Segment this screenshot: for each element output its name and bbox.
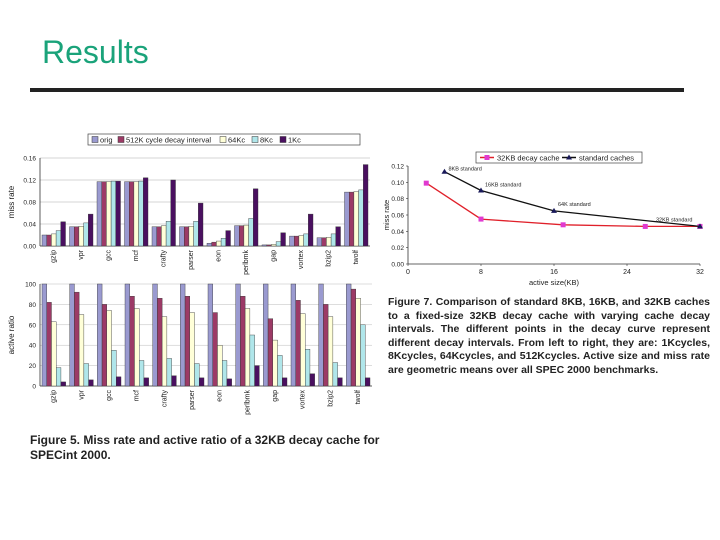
tick-label: 100 [25,281,36,289]
bar [111,181,116,246]
bar [336,227,341,246]
bar [102,304,107,386]
bar [190,313,195,386]
bar [273,340,278,386]
tick-label: parser [189,390,197,410]
bar [84,223,89,246]
tick-label: gcc [105,250,113,261]
bar [157,298,162,386]
bar [222,361,227,387]
bar [129,182,134,246]
bar [338,378,343,386]
bar [199,378,204,386]
bar [361,325,366,386]
figure-7-caption: Figure 7. Comparison of standard 8KB, 16KB, and 32KB caches to a fixed-size 32KB decay cache with varying cache decay intervals. The different points in the decay curve represent different decay intervals. From left to right, they are: 1Kcycles, 8Kcycles, 64Kcycles, and 512Kcycles. Active size and miss rate are geometric means over all SPEC 2000 benchmarks. [388,296,710,376]
bar [249,219,254,247]
legend-swatch [92,137,98,143]
bar [116,377,121,386]
figure-5-caption: Figure 5. Miss rate and active ratio of a 32KB decay cache for SPECint 2000. [30,433,380,462]
tick-label: 24 [623,269,631,276]
tick-label: 80 [28,301,36,309]
bar [317,238,322,246]
bar [278,355,283,386]
bar [139,181,144,246]
tick-label: perlbmk [244,390,252,415]
tick-label: bzip2 [327,390,335,407]
bar [162,317,167,386]
tick-label: 0.02 [391,245,404,253]
legend-swatch [280,137,286,143]
bar [235,226,240,246]
bar [194,221,199,246]
tick-label: gap [270,250,278,262]
bar [88,214,93,246]
bar [351,289,356,386]
bar [245,308,250,386]
data-point [442,169,448,174]
tick-label: 0.12 [391,163,404,171]
bar [102,182,107,246]
legend-label: 512K cycle decay interval [126,135,212,145]
bar [61,222,66,246]
tick-label: 40 [28,342,36,350]
bar [345,192,350,246]
bar [308,214,313,246]
bar [349,192,354,246]
bar [296,300,301,386]
bar [268,319,273,386]
active-ratio-chart [7,282,372,415]
bar [195,364,200,386]
tick-label: 16 [550,269,558,276]
bar [125,182,130,246]
tick-label: bzip2 [325,250,333,267]
tick-label: 0.00 [23,243,36,251]
legend-swatch [252,137,258,143]
bar [184,227,189,246]
tick-label: 0.04 [391,228,404,236]
bar [208,284,213,386]
tick-label: 0.06 [391,212,404,220]
tick-label: gap [272,390,280,402]
bar [236,284,241,386]
bar [253,189,258,246]
decay-vs-standard-chart [382,152,704,287]
tick-label: eon [216,390,224,402]
bar [323,304,328,386]
bar [42,235,47,246]
bar [363,165,368,246]
bar [107,311,112,386]
tick-label: 0 [406,269,410,276]
bar [263,284,268,386]
bar [134,182,139,246]
annotation: 8KB standard [448,166,482,173]
legend-label: 64Kc [228,135,246,145]
bar [79,315,84,386]
bar [180,284,185,386]
tick-label: 0.10 [391,179,404,187]
tick-label: 20 [28,363,36,371]
bar [226,231,231,246]
annotation: 32KB standard [656,217,693,224]
legend-label: 32KB decay cache [497,153,560,163]
tick-label: gcc [106,390,114,401]
bar [189,226,194,246]
bar [244,225,249,246]
bar [328,317,333,386]
tick-label: 0 [32,383,36,391]
bar [139,361,144,387]
legend-label: orig [100,135,113,145]
bar [240,296,245,386]
bar [61,382,66,386]
bar [354,192,359,246]
bar [130,296,135,386]
tick-label: vpr [78,250,86,260]
bar [97,284,102,386]
bar [51,322,56,386]
bar [167,358,172,386]
bar [304,234,309,246]
tick-label: crafty [161,390,169,408]
bar [281,233,286,246]
bar [144,378,149,386]
bar [153,284,158,386]
tick-label: gzip [50,250,58,263]
bar [157,227,162,246]
bar [171,180,176,246]
tick-label: twolf [355,390,363,405]
bar [152,227,157,246]
bar [282,378,287,386]
slide-title: Results [42,34,149,70]
bar [51,234,56,246]
miss-rate-chart [7,134,370,275]
tick-label: twolf [353,250,361,265]
bar [267,245,272,246]
data-point [479,217,484,222]
tick-label: 0.00 [391,261,404,269]
bar [89,380,94,386]
bar [239,226,244,246]
bar [79,226,84,246]
axis-label: miss rate [382,199,391,231]
tick-label: mcf [133,390,141,402]
tick-label: 0.16 [23,155,36,163]
bar [56,231,61,246]
bar [262,245,267,246]
legend-swatch [220,137,226,143]
bar [294,236,299,246]
legend-label: standard caches [579,153,635,163]
bar [255,366,260,386]
tick-label: gzip [50,390,58,403]
bar [213,313,218,386]
tick-label: 8 [479,269,483,276]
legend-label: 8Kc [260,135,273,145]
axis-label: active size(KB) [528,278,580,287]
bar [47,302,52,386]
bar [359,190,364,246]
bar [310,374,315,386]
bar [290,236,295,246]
bar [356,298,361,386]
tick-label: 0.08 [23,199,36,207]
bar [47,235,52,246]
bar [185,296,190,386]
bar [300,314,305,386]
bar [217,345,222,386]
bar [333,363,338,386]
bar [346,284,351,386]
bar [250,335,255,386]
bar [172,376,177,386]
bar [74,292,79,386]
tick-label: crafty [160,250,168,268]
bar [56,368,61,386]
tick-label: 0.08 [391,196,404,204]
tick-label: 0.04 [23,221,36,229]
bar [291,284,296,386]
annotation: 16KB standard [485,182,522,189]
tick-label: vpr [78,390,86,400]
bar [116,181,121,246]
data-point [643,224,648,229]
bar [84,364,89,386]
bar [134,308,139,386]
bar [331,234,336,246]
tick-label: eon [215,250,223,262]
bar [106,182,111,246]
bar [42,284,47,386]
annotation: 64K standard [558,201,591,208]
tick-label: 0.12 [23,177,36,185]
legend-label: 1Kc [288,135,301,145]
tick-label: mcf [133,250,141,262]
bar [322,238,327,246]
legend-swatch [118,137,124,143]
bar [161,226,166,246]
bar [70,227,75,246]
tick-label: parser [188,250,196,270]
bar [365,378,370,386]
bar [305,349,310,386]
bar [276,242,281,246]
data-point [424,181,429,186]
tick-label: 32 [696,269,704,276]
bar [299,236,304,246]
bar [70,284,75,386]
tick-label: vortex [299,390,307,410]
bar [97,182,102,246]
bar [319,284,324,386]
tick-label: vortex [298,250,306,270]
bar [125,284,130,386]
bar [74,227,79,246]
bar [166,221,171,246]
bar [216,241,221,246]
bar [198,203,203,246]
bar [227,379,232,386]
tick-label: perlbmk [243,250,251,275]
legend-swatch [485,155,490,160]
bar [271,244,276,246]
bar [207,243,212,246]
data-point [561,222,566,227]
bar [212,242,217,246]
bar [112,350,117,386]
axis-label: miss rate [7,185,16,219]
bar [221,238,226,246]
bar [143,178,148,246]
bar [180,227,185,246]
axis-label: active ratio [7,315,16,355]
tick-label: 60 [28,322,36,330]
bar [326,237,331,246]
